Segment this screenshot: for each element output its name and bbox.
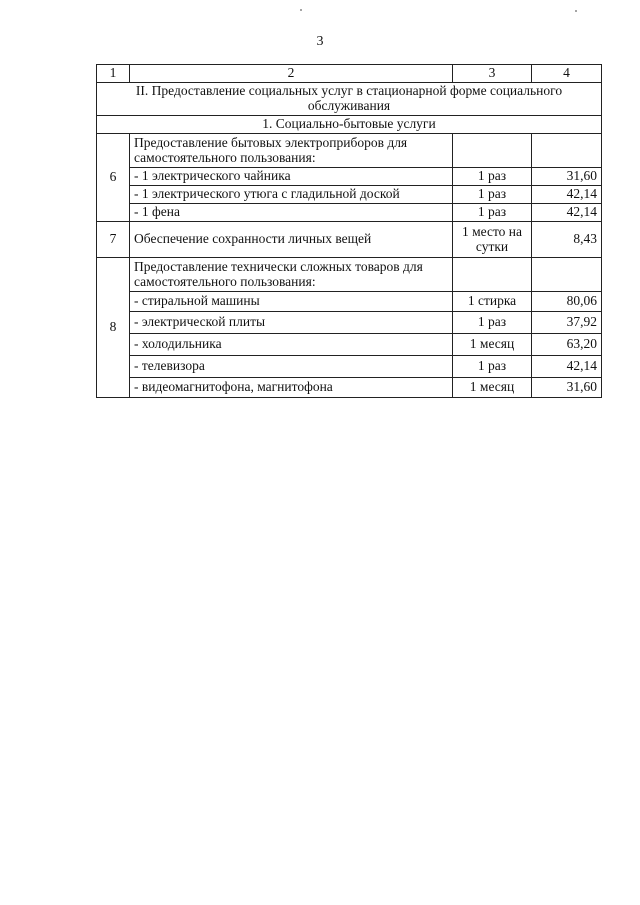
service-cell: - 1 электрического утюга с гладильной доской <box>130 186 453 204</box>
service-cell: - электрической плиты <box>130 312 453 334</box>
header-cell: 1 <box>97 65 130 83</box>
subsection-row <box>97 116 602 134</box>
page-number: 3 <box>316 34 324 49</box>
table-row <box>97 334 602 356</box>
price-cell: 42,14 <box>532 186 602 204</box>
service-cell: - 1 фена <box>130 204 453 222</box>
table-row <box>97 222 602 258</box>
scan-speck <box>575 10 577 12</box>
price-cell: 80,06 <box>532 292 602 312</box>
service-cell: - стиральной машины <box>130 292 453 312</box>
header-cell: 2 <box>130 65 453 83</box>
row-number: 8 <box>97 258 130 398</box>
price-cell <box>532 134 602 168</box>
unit-cell: 1 раз <box>453 168 532 186</box>
header-row <box>97 65 602 83</box>
price-cell: 31,60 <box>532 168 602 186</box>
service-cell: - видеомагнитофона, магнитофона <box>130 378 453 398</box>
unit-cell: 1 раз <box>453 186 532 204</box>
section-title: II. Предоставление социальных услуг в стационарной форме социального обслуживания <box>97 83 602 116</box>
unit-cell <box>453 258 532 292</box>
service-cell: Обеспечение сохранности личных вещей <box>130 222 453 258</box>
scan-speck <box>300 9 302 11</box>
price-cell: 42,14 <box>532 356 602 378</box>
service-intro: Предоставление технически сложных товаров для самостоятельного пользования: <box>130 258 453 292</box>
table-row <box>97 312 602 334</box>
table-row <box>97 134 602 168</box>
service-intro: Предоставление бытовых электроприборов для самостоятельного пользования: <box>130 134 453 168</box>
price-cell <box>532 258 602 292</box>
unit-cell: 1 стирка <box>453 292 532 312</box>
table-row <box>97 258 602 292</box>
unit-cell: 1 место на сутки <box>453 222 532 258</box>
service-cell: - телевизора <box>130 356 453 378</box>
table-row <box>97 378 602 398</box>
tariff-table <box>96 64 602 398</box>
table-row <box>97 168 602 186</box>
price-cell: 8,43 <box>532 222 602 258</box>
unit-cell <box>453 134 532 168</box>
price-cell: 42,14 <box>532 204 602 222</box>
unit-cell: 1 раз <box>453 356 532 378</box>
unit-cell: 1 раз <box>453 204 532 222</box>
subsection-title: 1. Социально-бытовые услуги <box>97 116 602 134</box>
table-row <box>97 204 602 222</box>
table-row <box>97 292 602 312</box>
unit-cell: 1 месяц <box>453 378 532 398</box>
section-row <box>97 83 602 116</box>
price-cell: 63,20 <box>532 334 602 356</box>
service-cell: - холодильника <box>130 334 453 356</box>
unit-cell: 1 месяц <box>453 334 532 356</box>
unit-cell: 1 раз <box>453 312 532 334</box>
header-cell: 4 <box>532 65 602 83</box>
service-cell: - 1 электрического чайника <box>130 168 453 186</box>
price-cell: 37,92 <box>532 312 602 334</box>
header-cell: 3 <box>453 65 532 83</box>
row-number: 7 <box>97 222 130 258</box>
table-row <box>97 356 602 378</box>
row-number: 6 <box>97 134 130 222</box>
table-row <box>97 186 602 204</box>
price-cell: 31,60 <box>532 378 602 398</box>
